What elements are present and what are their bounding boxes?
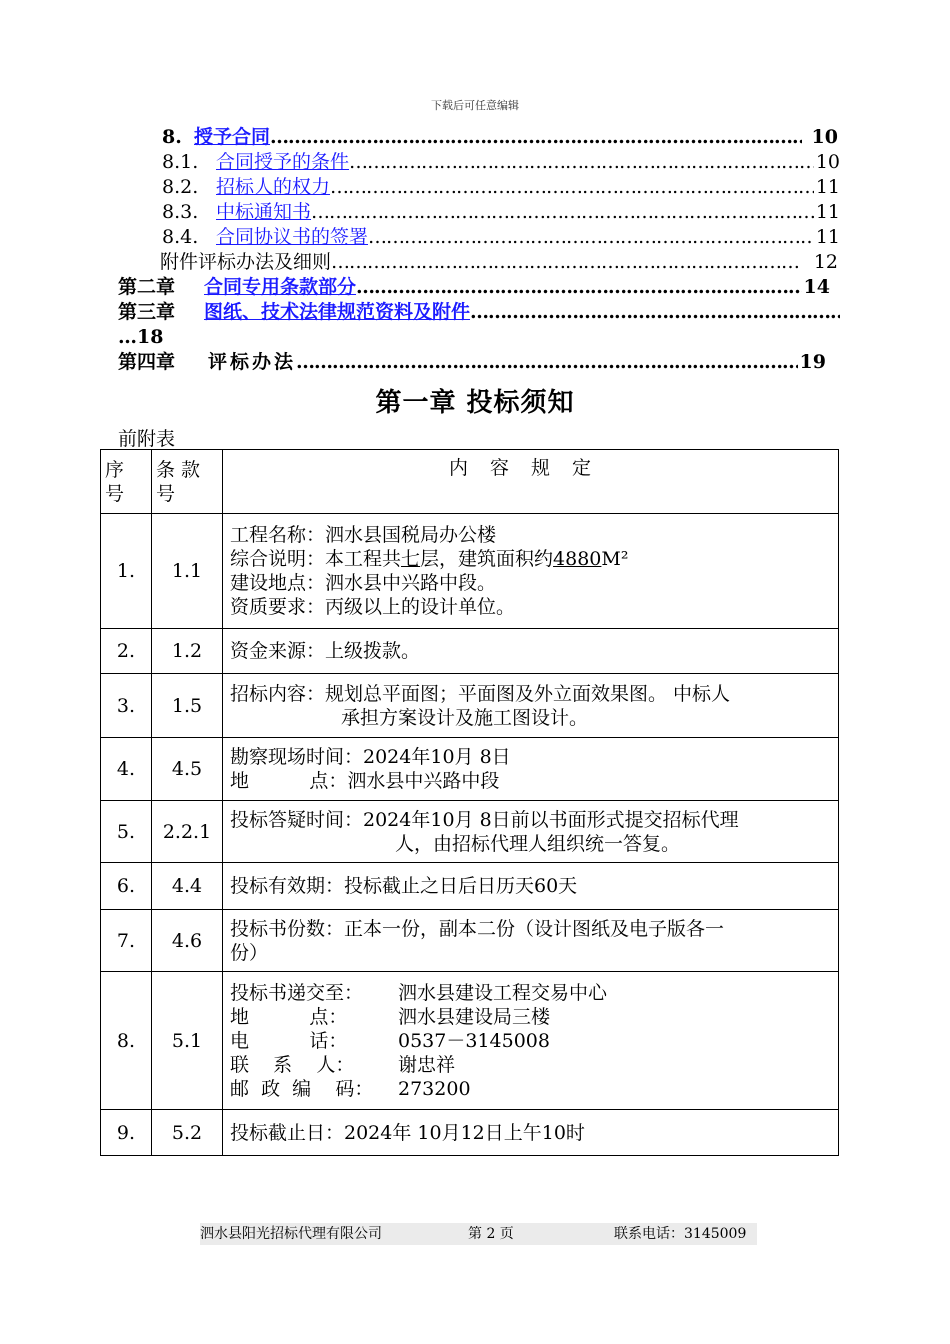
toc-item-appendix[interactable] xyxy=(160,250,838,274)
row-content: 投标截止日：2024年 10月12日上午10时 xyxy=(223,1110,839,1156)
row-seq: 9. xyxy=(101,1110,152,1156)
desc-floors: 七 xyxy=(401,548,421,570)
row-content-line2: 承担方案设计及施工图设计。 xyxy=(341,706,589,729)
toc-number: 8. xyxy=(162,126,182,148)
desc-unit: M² xyxy=(601,548,629,570)
toc-page: 12 xyxy=(813,251,838,273)
toc-number: 8.4. xyxy=(162,226,199,248)
toc-leader xyxy=(356,275,802,299)
row-content-line1: 勘察现场时间：2024年10月 8日 xyxy=(230,746,511,768)
row-clause: 4.6 xyxy=(152,910,223,972)
header-seq-line2: 号 xyxy=(105,482,125,505)
row-seq: 7. xyxy=(101,910,152,972)
toc-page: 10 xyxy=(811,126,838,148)
row-content-line2: 人，由招标代理人组织统一答复。 xyxy=(395,832,681,855)
toc-item-chapter-3[interactable] xyxy=(118,300,840,324)
table-row xyxy=(101,1110,839,1156)
toc-number: 8.3. xyxy=(162,201,199,223)
desc-mid: 层，建筑面积约 xyxy=(420,548,554,570)
toc-leader xyxy=(330,175,814,199)
row-clause: 2.2.1 xyxy=(152,801,223,863)
row-content xyxy=(223,674,839,738)
field-value: 泗水县建设局三楼 xyxy=(398,1005,551,1028)
project-site: 建设地点：泗水县中兴路中段。 xyxy=(230,572,497,594)
submission-postcode xyxy=(230,1077,832,1101)
table-row xyxy=(101,972,839,1110)
toc-page: …18 xyxy=(118,326,164,348)
field-value: 273200 xyxy=(398,1077,471,1100)
header-seq xyxy=(101,450,152,514)
table-row xyxy=(101,738,839,801)
toc-link[interactable]: 合同授予的条件 xyxy=(216,151,350,173)
location-label: 地 点： xyxy=(230,770,348,792)
footer-company: 泗水县阳光招标代理有限公司 xyxy=(200,1226,382,1242)
toc-number: 第四章 xyxy=(118,351,176,373)
toc-link[interactable]: 评标办法 xyxy=(208,351,297,373)
row-content-line1: 投标书份数：正本一份，副本二份（设计图纸及电子版各一 xyxy=(230,917,725,940)
qualification: 资质要求：丙级以上的设计单位。 xyxy=(230,596,516,618)
toc-item-chapter-3-page xyxy=(118,325,163,349)
header-clause-line1: 条 款 xyxy=(156,458,201,481)
table-row xyxy=(101,674,839,738)
row-clause: 1.1 xyxy=(152,514,223,629)
toc-item-8-1[interactable] xyxy=(162,150,840,174)
toc-item-chapter-4[interactable] xyxy=(118,350,826,374)
field-label: 电 话： xyxy=(230,1029,348,1052)
toc-link[interactable]: 招标人的权力 xyxy=(216,176,331,198)
page-footer xyxy=(200,1223,757,1245)
toc-link[interactable]: 合同协议书的签署 xyxy=(216,226,369,248)
toc-page: 11 xyxy=(815,176,840,198)
preface-table xyxy=(100,449,839,1156)
toc-item-8-3[interactable] xyxy=(162,200,840,224)
table-row xyxy=(101,514,839,629)
row-content xyxy=(223,801,839,863)
row-content: 资金来源：上级拨款。 xyxy=(223,629,839,674)
toc-leader xyxy=(270,125,802,149)
desc-area: 4880 xyxy=(553,548,602,570)
toc-link[interactable]: 授予合同 xyxy=(194,126,271,148)
toc-leader xyxy=(296,350,798,374)
table-row xyxy=(101,910,839,972)
location-value: 泗水县中兴路中段 xyxy=(347,770,500,792)
header-seq-line1: 序 xyxy=(105,458,125,481)
toc-item-chapter-2[interactable] xyxy=(118,275,830,299)
row-seq: 5. xyxy=(101,801,152,863)
toc-item-8-4[interactable] xyxy=(162,225,840,249)
toc-page: 10 xyxy=(815,151,840,173)
row-content-line1: 招标内容：规划总平面图；平面图及外立面效果图。 中标人 xyxy=(230,682,731,705)
row-seq: 1. xyxy=(101,514,152,629)
field-label: 邮 政 编 码： xyxy=(230,1077,374,1100)
toc-number: 8.1. xyxy=(162,151,199,173)
field-value: 0537－3145008 xyxy=(398,1029,550,1052)
chapter-title: 第一章 投标须知 xyxy=(375,388,575,418)
toc-link[interactable]: 附件评标办法及细则 xyxy=(160,251,332,273)
toc-number: 8.2. xyxy=(162,176,199,198)
field-value: 谢忠祥 xyxy=(398,1053,456,1076)
row-seq: 3. xyxy=(101,674,152,738)
row-clause: 4.5 xyxy=(152,738,223,801)
field-label: 投标书递交至： xyxy=(230,981,364,1004)
field-label: 联 系 人： xyxy=(230,1053,355,1076)
table-row xyxy=(101,801,839,863)
submission-contact xyxy=(230,1053,832,1077)
row-clause: 4.4 xyxy=(152,863,223,910)
row-content-line1: 投标答疑时间：2024年10月 8日前以书面形式提交招标代理 xyxy=(230,808,739,831)
toc-leader xyxy=(331,250,800,274)
header-clause xyxy=(152,450,223,514)
row-clause: 1.5 xyxy=(152,674,223,738)
row-content-line2 xyxy=(230,769,832,793)
toc-number: 第三章 xyxy=(118,301,176,323)
field-label: 地 点： xyxy=(230,1005,348,1028)
row-clause: 1.2 xyxy=(152,629,223,674)
row-clause: 5.1 xyxy=(152,972,223,1110)
toc-link[interactable]: 中标通知书 xyxy=(216,201,312,223)
project-name: 工程名称：泗水县国税局办公楼 xyxy=(230,524,497,546)
table-header-row xyxy=(101,450,839,514)
header-content-label: 内容规定 xyxy=(448,457,613,479)
toc-leader xyxy=(470,300,840,324)
header-content xyxy=(223,450,839,514)
toc-page: 19 xyxy=(799,351,826,373)
toc-item-8[interactable] xyxy=(162,125,838,149)
table-row xyxy=(101,863,839,910)
toc-leader xyxy=(368,225,814,249)
toc-page: 11 xyxy=(815,226,840,248)
project-description xyxy=(230,547,832,571)
submission-phone xyxy=(230,1029,832,1053)
header-note: 下载后可任意编辑 xyxy=(431,99,519,112)
toc-item-8-2[interactable] xyxy=(162,175,840,199)
row-seq: 8. xyxy=(101,972,152,1110)
row-seq: 2. xyxy=(101,629,152,674)
row-content xyxy=(223,514,839,629)
toc-page: 14 xyxy=(803,276,830,298)
footer-page-number: 第 2 页 xyxy=(468,1226,514,1242)
desc-prefix: 综合说明：本工程共 xyxy=(230,548,402,570)
toc-link[interactable]: 合同专用条款部分 xyxy=(204,276,357,298)
row-content-line2: 份） xyxy=(230,941,269,964)
row-content: 投标有效期：投标截止之日后日历天60天 xyxy=(223,863,839,910)
submission-location xyxy=(230,1005,832,1029)
table-caption: 前附表 xyxy=(118,428,176,450)
toc-leader xyxy=(311,200,814,224)
row-clause: 5.2 xyxy=(152,1110,223,1156)
table-row xyxy=(101,629,839,674)
row-content xyxy=(223,910,839,972)
row-content xyxy=(223,738,839,801)
footer-phone: 联系电话：3145009 xyxy=(614,1226,747,1242)
toc-number: 第二章 xyxy=(118,276,176,298)
row-seq: 6. xyxy=(101,863,152,910)
submission-address xyxy=(230,981,832,1005)
toc-page: 11 xyxy=(815,201,840,223)
toc-leader xyxy=(349,150,814,174)
row-seq: 4. xyxy=(101,738,152,801)
field-value: 泗水县建设工程交易中心 xyxy=(398,981,608,1004)
header-clause-line2: 号 xyxy=(156,482,176,505)
toc-link[interactable]: 图纸、技术法律规范资料及附件 xyxy=(204,301,471,323)
row-content xyxy=(223,972,839,1110)
